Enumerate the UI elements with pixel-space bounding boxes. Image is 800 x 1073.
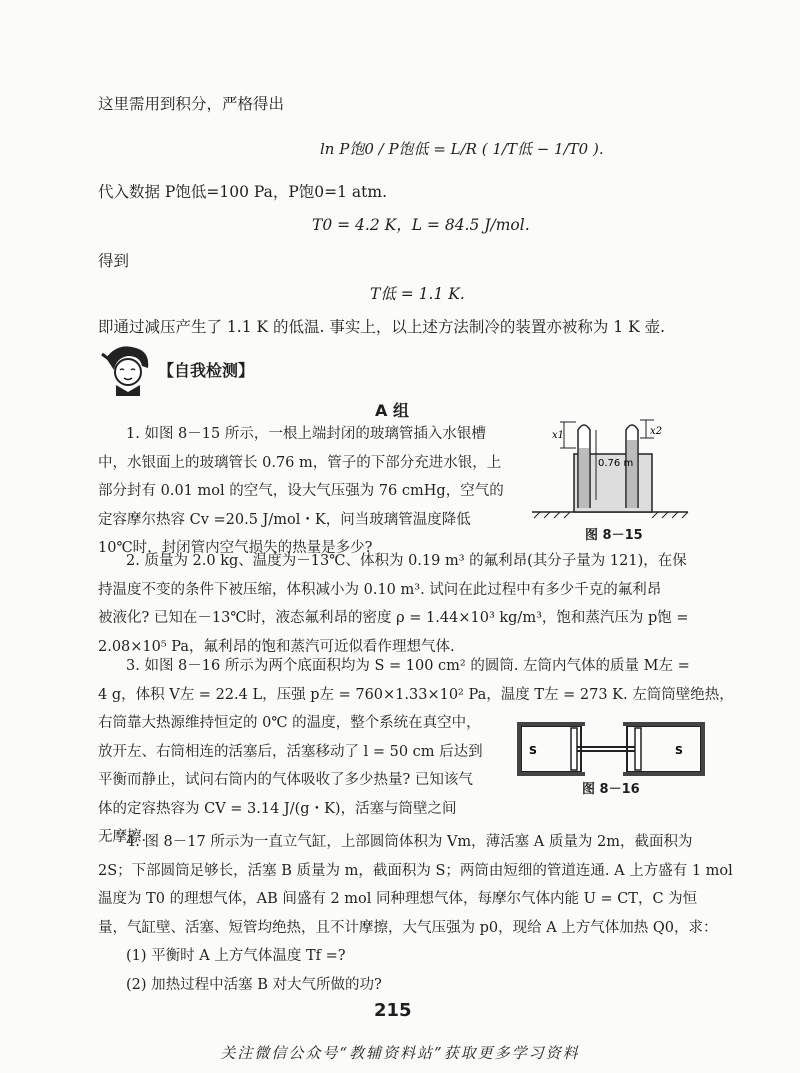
problem-3-line: 体的定容热容为 CV = 3.14 J/(g・K)，活塞与筒壁之间 (98, 800, 457, 817)
label-x2: x2 (650, 426, 663, 437)
problem-2-line: 2. 质量为 2.0 kg、温度为－13℃、体积为 0.19 m³ 的氟利昂(其分子量为 121)，在保 (126, 553, 687, 569)
figure-8-16 (515, 718, 710, 778)
problem-4-text (98, 828, 733, 999)
problem-1-text (98, 420, 518, 563)
problem-1-line: 10℃时，封闭管内空气损失的热量是多少? (98, 540, 373, 556)
formula-clausius: ln P饱0 / P饱低 = L/R ( 1/T低 − 1/T0 ). (320, 140, 604, 158)
problem-1-line: 中，水银面上的玻璃管长 0.76 m，管子的下部分充进水银，上 (98, 454, 502, 471)
problem-1-line: 定容摩尔热容 Cv =20.5 J/mol・K，问当玻璃管温度降低 (98, 511, 471, 528)
section-title: 【自我检测】 (158, 361, 255, 380)
problem-3-line: 右筒靠大热源维持恒定的 0℃ 的温度，整个系统在真空中， (98, 715, 481, 731)
formula-result: T低 = 1.1 K. (370, 285, 465, 303)
intro-line-1: 这里需用到积分，严格得出 (98, 95, 285, 113)
problem-4-line: 温度为 T0 的理想气体，AB 间盛有 2 mol 同种理想气体，每摩尔气体内能 U = CT，C 为恒 (98, 891, 698, 907)
problem-3-line: 放开左、右筒相连的活塞后，活塞移动了 l = 50 cm 后达到 (98, 743, 483, 760)
intro-line-2: 代入数据 P饱低=100 Pa，P饱0=1 atm. (98, 183, 387, 201)
figure-8-15 (530, 408, 690, 523)
problem-3-line: 平衡而静止，试问右筒内的气体吸收了多少热量? 已知该气 (98, 772, 473, 788)
problem-4-line: (1) 平衡时 A 上方气体温度 Tf =? (126, 948, 346, 964)
problem-2-line: 持温度不变的条件下被压缩，体积减小为 0.10 m³. 试问在此过程中有多少千克的氟利昂 (98, 581, 662, 598)
label-length: 0.76 m (598, 458, 634, 469)
problem-4-line: 量，气缸壁、活塞、短管均绝热，且不计摩擦，大气压强为 p0，现给 A 上方气体加热 Q0，求： (98, 919, 718, 936)
label-s-right: S (675, 744, 683, 757)
formula-values: T0 = 4.2 K，L = 84.5 J/mol. (312, 216, 530, 234)
intro-line-3: 得到 (98, 252, 130, 270)
problem-2-line: 2.08×10⁵ Pa，氟利昂的饱和蒸汽可近似看作理想气体. (98, 638, 455, 655)
figure-8-16-caption: 图 8－16 (582, 782, 640, 797)
problem-4-line: 4. 图 8－17 所示为一直立气缸，上部圆筒体积为 Vm，薄活塞 A 质量为 2m，截面积为 (126, 834, 693, 850)
intro-line-4: 即通过减压产生了 1.1 K 的低温. 事实上，以上述方法制冷的装置亦被称为 1 K 壶. (98, 318, 666, 336)
figure-8-15-caption: 图 8－15 (585, 528, 643, 543)
problem-1-line: 1. 如图 8－15 所示，一根上端封闭的玻璃管插入水银槽 (126, 426, 486, 442)
label-x1: x1 (552, 430, 565, 441)
problem-1-line: 部分封有 0.01 mol 的空气，设大气压强为 76 cmHg，空气的 (98, 483, 504, 499)
problem-4-line: 2S；下部圆筒足够长，活塞 B 质量为 m，截面积为 S；两筒由短细的管道连通. A 上方盛有 1 mol (98, 862, 733, 879)
problem-3-line: 3. 如图 8－16 所示为两个底面积均为 S = 100 cm² 的圆筒. 左筒内气体的质量 M左 = (126, 658, 690, 674)
problem-4-line: (2) 加热过程中活塞 B 对大气所做的功? (126, 976, 382, 993)
teacher-head-icon (98, 340, 158, 396)
group-heading: A 组 (375, 401, 409, 420)
problem-2-text (98, 547, 710, 661)
problem-3-line: 4 g，体积 V左 = 22.4 L，压强 p左 = 760×1.33×10² Pa，温度 T左 = 273 K. 左筒筒壁绝热， (98, 686, 734, 703)
label-s-left: S (529, 744, 537, 757)
problem-2-line: 被液化? 已知在－13℃时，液态氟利昂的密度 ρ = 1.44×10³ kg/m³，饱和蒸汽压为 p饱 = (98, 610, 689, 626)
page-number: 215 (374, 1000, 412, 1021)
footer-note: 关注微信公众号“教辅资料站”获取更多学习资料 (220, 1044, 580, 1062)
problem-3-line: 无摩擦. (98, 829, 147, 845)
